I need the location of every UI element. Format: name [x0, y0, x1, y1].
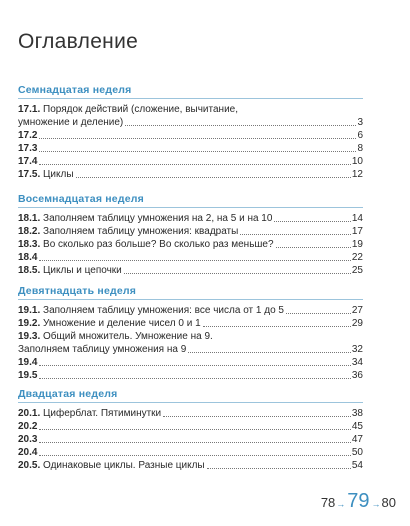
dot-leader [274, 221, 350, 222]
toc-entry[interactable] [18, 129, 363, 142]
entry-page-number: 32 [351, 344, 363, 355]
dot-leader [188, 352, 351, 353]
toc-entry[interactable] [18, 420, 363, 433]
dot-leader [125, 125, 356, 126]
entry-title: Заполняем таблицу умножения на 2, на 5 и на 10 [43, 213, 273, 224]
dot-leader [76, 177, 351, 178]
entry-page-number: 12 [351, 169, 363, 180]
entry-number: 18.2. [18, 226, 41, 237]
entry-title: Заполняем таблицу умножения на 9 [18, 344, 187, 355]
entry-page-number: 54 [351, 460, 363, 471]
entry-title: Циклы и цепочки [43, 265, 122, 276]
dot-leader [39, 151, 356, 152]
toc-entry[interactable] [18, 155, 363, 168]
dot-leader [39, 455, 350, 456]
dot-leader [39, 164, 350, 165]
entry-number: 18.5. [18, 265, 41, 276]
toc-entry[interactable] [18, 459, 363, 472]
entry-number: 19.3. [18, 331, 41, 342]
week-title: Девятнадцать неделя [18, 285, 363, 300]
entry-number: 20.5. [18, 460, 41, 471]
entry-title: умножение и деление) [18, 117, 124, 128]
toc-entry[interactable] [18, 356, 363, 369]
week-title: Семнадцатая неделя [18, 84, 363, 99]
entry-number: 20.3 [18, 434, 38, 445]
next-page-number[interactable]: 80 [381, 495, 396, 510]
entry-number: 18.4 [18, 252, 38, 263]
dot-leader [39, 365, 350, 366]
prev-page-number[interactable]: 78 [320, 495, 336, 510]
entry-title: Общий множитель. Умножение на 9. [43, 331, 213, 342]
toc-entry[interactable] [18, 304, 363, 317]
entry-page-number: 25 [351, 265, 363, 276]
entry-title: Заполняем таблицу умножения: квадраты [43, 226, 239, 237]
toc-entry[interactable] [18, 168, 363, 181]
toc-entry[interactable] [18, 264, 363, 277]
entry-title: Умножение и деление чисел 0 и 1 [43, 318, 201, 329]
dot-leader [207, 468, 351, 469]
entry-number: 17.3 [18, 143, 38, 154]
entry-title: Одинаковые циклы. Разные циклы [43, 460, 205, 471]
toc-entry[interactable] [18, 433, 363, 446]
toc-entry[interactable] [18, 317, 363, 330]
entry-title: Порядок действий (сложение, вычитание, [43, 104, 238, 115]
week-section [18, 388, 363, 472]
week-title: Двадцатая неделя [18, 388, 363, 403]
entry-page-number: 27 [351, 305, 363, 316]
entry-page-number: 19 [351, 239, 363, 250]
entry-page-number: 45 [351, 421, 363, 432]
toc-entry[interactable] [18, 225, 363, 238]
toc-entry[interactable] [18, 238, 363, 251]
toc-entry[interactable] [18, 142, 363, 155]
toc-entry[interactable] [18, 407, 363, 420]
entry-number: 17.1. [18, 104, 41, 115]
entry-number: 19.1. [18, 305, 41, 316]
entry-number: 17.4 [18, 156, 38, 167]
dot-leader [39, 260, 350, 261]
toc-entry[interactable] [18, 369, 363, 382]
entry-page-number: 34 [351, 357, 363, 368]
entry-number: 20.4 [18, 447, 38, 458]
entry-page-number: 38 [351, 408, 363, 419]
entry-page-number: 22 [351, 252, 363, 263]
dot-leader [163, 416, 351, 417]
week-section [18, 285, 363, 382]
dot-leader [124, 273, 351, 274]
arrow-right-icon: → [336, 499, 346, 509]
arrow-right-icon: → [371, 499, 381, 509]
page-navigation [321, 490, 396, 513]
dot-leader [39, 442, 350, 443]
entry-number: 19.4 [18, 357, 38, 368]
dot-leader [240, 234, 351, 235]
entry-number: 18.3. [18, 239, 41, 250]
dot-leader [39, 378, 350, 379]
entry-number: 20.1. [18, 408, 41, 419]
toc-entry[interactable] [18, 446, 363, 459]
dot-leader [39, 429, 350, 430]
toc-entry[interactable] [18, 251, 363, 264]
toc-entry[interactable] [18, 212, 363, 225]
entry-number: 19.2. [18, 318, 41, 329]
entry-number: 17.2 [18, 130, 38, 141]
entry-page-number: 3 [357, 117, 363, 128]
entry-page-number: 10 [351, 156, 363, 167]
toc-entry[interactable] [18, 103, 363, 129]
entry-title: Заполняем таблицу умножения: все числа от 1 до 5 [43, 305, 284, 316]
entry-page-number: 8 [357, 143, 363, 154]
entry-page-number: 50 [351, 447, 363, 458]
week-section [18, 84, 363, 181]
dot-leader [286, 313, 351, 314]
dot-leader [39, 138, 356, 139]
current-page-number: 79 [347, 490, 370, 512]
entry-page-number: 6 [357, 130, 363, 141]
entry-page-number: 47 [351, 434, 363, 445]
entry-page-number: 36 [351, 370, 363, 381]
dot-leader [203, 326, 351, 327]
entry-title: Циклы [43, 169, 74, 180]
entry-title: Циферблат. Пятиминутки [43, 408, 162, 419]
page-title: Оглавление [18, 30, 139, 53]
week-title: Восемнадцатая неделя [18, 193, 363, 208]
entry-page-number: 17 [351, 226, 363, 237]
entry-number: 19.5 [18, 370, 38, 381]
entry-page-number: 14 [351, 213, 363, 224]
toc-entry[interactable] [18, 330, 363, 356]
entry-number: 18.1. [18, 213, 41, 224]
entry-title: Во сколько раз больше? Во сколько раз меньше? [43, 239, 274, 250]
entry-number: 17.5. [18, 169, 41, 180]
entry-number: 20.2 [18, 421, 38, 432]
week-section [18, 193, 363, 277]
dot-leader [276, 247, 351, 248]
entry-page-number: 29 [351, 318, 363, 329]
